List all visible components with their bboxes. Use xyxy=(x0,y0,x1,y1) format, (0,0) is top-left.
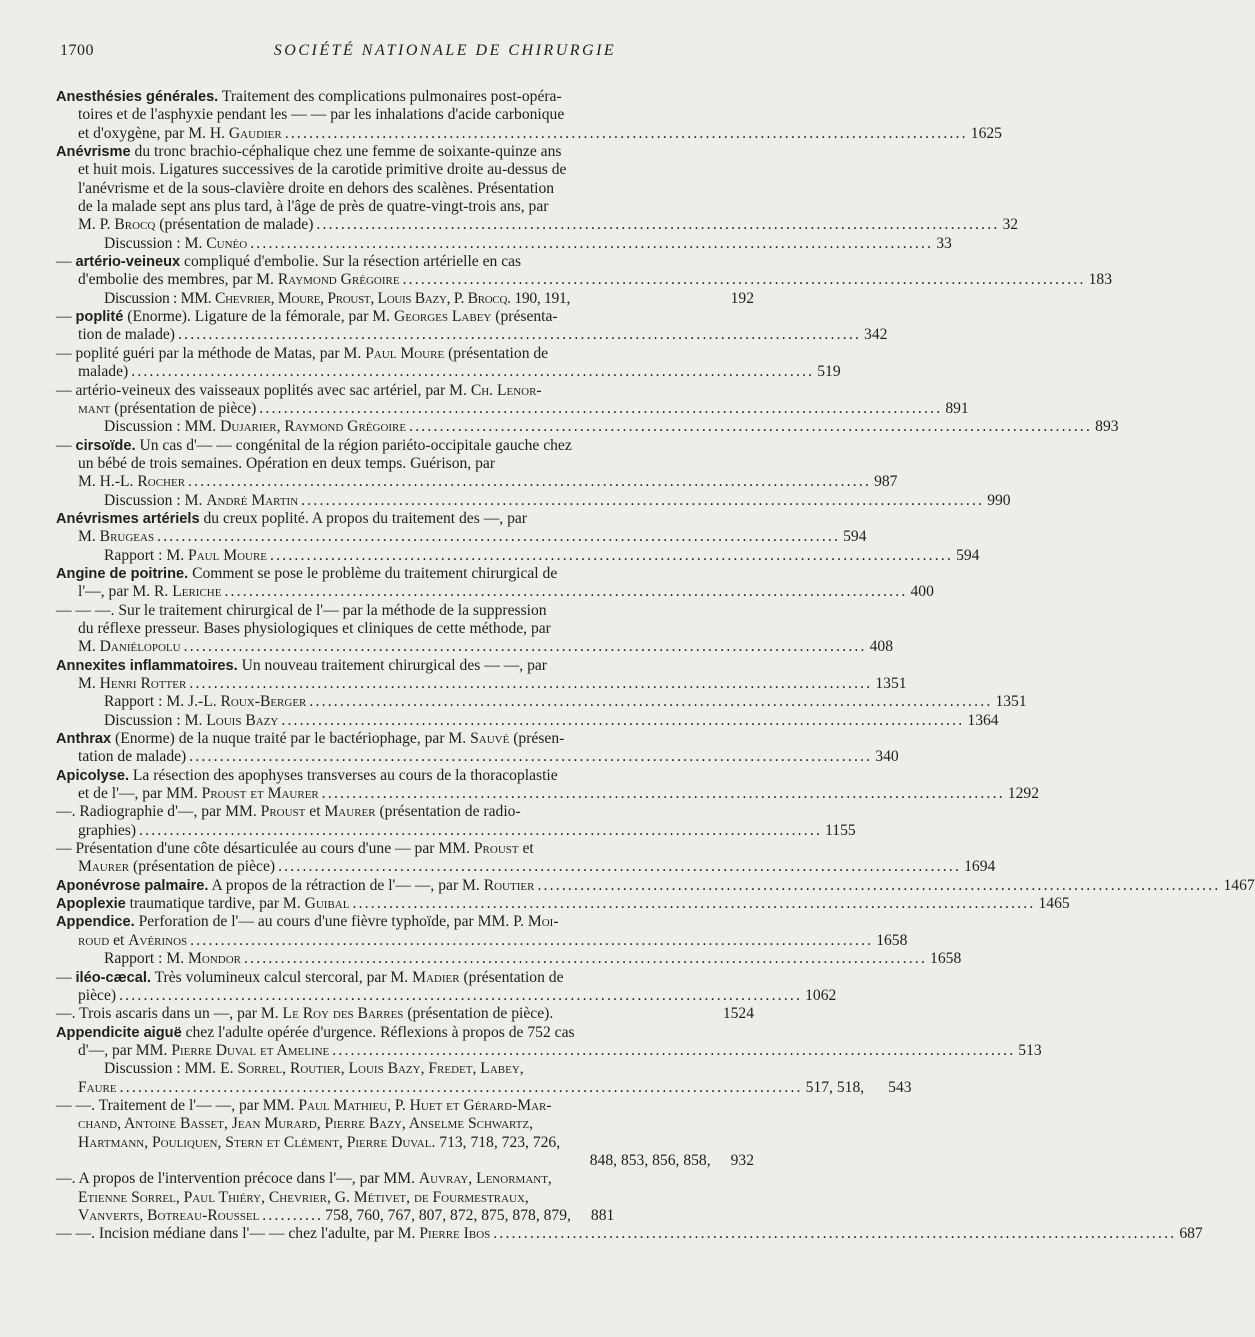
page-ref: 987 xyxy=(874,473,898,491)
index-entry: — poplité (Enorme). Ligature de la fémorale, par M. Georges Labey (présenta- tion de malade) ................................................................................................................ 342 xyxy=(56,308,888,344)
index-entry: Angine de poitrine. Comment se pose le problème du traitement chirurgical de l'—, par M. R. Leriche ................................................................................................................ 400 xyxy=(56,564,934,601)
entry-heading: Apicolyse. xyxy=(56,767,129,784)
index-entry: Anthrax (Enorme) de la nuque traité par le bactériophage, par M. Sauvé (présen- tation de malade) ................................................................................................................ 340 xyxy=(56,730,899,766)
entry-heading: artério-veineux xyxy=(75,254,181,271)
entry-heading: Annexites inflammatoires. xyxy=(56,657,238,674)
author-name: Brocq xyxy=(114,216,156,234)
index-entry: — iléo-cæcal. Très volumineux calcul stercoral, par M. Madier (présentation de pièce) ................................................................................................................ 1062 xyxy=(56,968,837,1004)
page-ref: 342 xyxy=(864,326,888,344)
index-entry: — —. Incision médiane dans l'— — chez l'adulte, par M. Pierre Ibos ................................................................................................................ 687 xyxy=(56,1225,1203,1243)
index-entry: Aponévrose palmaire. A propos de la rétraction de l'— —, par M. Routier ................................................................................................................ 1467 xyxy=(56,876,1255,894)
index-entry: Anévrismes artériels du creux poplité. A propos du traitement des —, par M. Brugeas ................................................................................................................ 594 Rapport : M. Paul Moure ................................................................................................................ 594 xyxy=(56,509,980,564)
page-ref: 687 xyxy=(1179,1225,1203,1243)
page-ref: 990 xyxy=(987,491,1011,509)
page-ref: 1364 xyxy=(967,711,999,729)
page-ref: 594 xyxy=(843,528,867,546)
index-entry: Annexites inflammatoires. Un nouveau traitement chirurgical des — —, par M. Henri Rotter ................................................................................................................ 1351 Rapport : M. J.-L. Roux-Berger ................................................................................................................ 1351 Discussion : M. Louis Bazy ................................................................................................................ 1364 xyxy=(56,656,1027,729)
index-entry: —. Radiographie d'—, par MM. Proust et Maurer (présentation de radio- graphies) ................................................................................................................ 1155 xyxy=(56,803,856,839)
page-ref: 1658 xyxy=(876,931,908,949)
page-ref: 1625 xyxy=(970,124,1002,142)
page-ref: 893 xyxy=(1095,418,1119,436)
index-entry: Appendice. Perforation de l'— au cours d'une fièvre typhoïde, par MM. P. Moi- roud et Avérinos ................................................................................................................ 1658 Rapport : M. Mondor ................................................................................................................ 1658 xyxy=(56,913,962,968)
page-ref: 408 xyxy=(869,638,894,656)
page-ref: 1062 xyxy=(805,986,837,1004)
page-number: 1700 xyxy=(60,42,94,59)
discussion-line: Discussion : MM. E. Sorrel, Routier, Louis Bazy, Fredet, Labey, xyxy=(104,1060,524,1078)
page-ref: 1351 xyxy=(995,693,1027,711)
page-ref: 192 xyxy=(730,289,754,307)
entry-heading: Anévrismes artériels xyxy=(56,510,200,527)
entry-heading: poplité xyxy=(75,309,124,326)
entry-heading: Anesthésies générales. xyxy=(56,89,219,105)
index-entry: —. Trois ascaris dans un —, par M. Le Roy des Barres (présentation de pièce). 1524 xyxy=(56,1005,754,1023)
discussion-line: Discussion : MM. Dujarier, Raymond Grégoire ................................................................................................................ 893 xyxy=(104,418,1119,436)
index-entry: —. A propos de l'intervention précoce dans l'—, par MM. Auvray, Lenormant, Etienne Sorrel, Paul Thiéry, Chevrier, G. Métivet, de Fourmestraux, Vanverts, Botreau-Roussel .......... 758, 760, 767, 807, 872, 875, 878, 879, 881 xyxy=(56,1170,615,1224)
discussion-line: Discussion : MM. Chevrier, Moure, Proust, Louis Bazy, P. Brocq. 190, 191, 192 xyxy=(104,289,754,307)
entry-heading: Aponévrose palmaire. xyxy=(56,877,209,894)
rapport-line: Rapport : M. J.-L. Roux-Berger ................................................................................................................ 1351 xyxy=(104,693,1027,711)
index-entry: Appendicite aiguë chez l'adulte opérée d'urgence. Réflexions à propos de 752 cas d'—, par MM. Pierre Duval et Ameline ................................................................................................................ 513 Discussion : MM. E. Sorrel, Routier, Louis Bazy, Fredet, Labey, Faure ................................................................................................................ 517, 518, 543 xyxy=(56,1023,1042,1096)
entry-heading: Apoplexie xyxy=(56,896,126,913)
page-ref: 32 xyxy=(1002,216,1019,234)
page-ref: 340 xyxy=(875,748,899,766)
discussion-line: Discussion : M. André Martin ................................................................................................................ 990 xyxy=(104,491,1011,509)
entry-heading: cirsoïde. xyxy=(75,437,136,454)
page-ref: 513 xyxy=(1018,1041,1042,1059)
entry-heading: Anévrisme xyxy=(56,144,131,161)
page-ref: 1694 xyxy=(964,858,996,876)
entry-heading: Appendice. xyxy=(56,914,135,931)
index-entries xyxy=(56,88,1255,1244)
discussion-line: Discussion : M. Louis Bazy ................................................................................................................ 1364 xyxy=(104,711,999,729)
index-entry: — — —. Sur le traitement chirurgical de l'— par la méthode de la suppression du réflexe presseur. Bases physiologiques et cliniques de cette méthode, par M. Daniélopolu ................................................................................................................ 408 xyxy=(56,601,894,656)
index-entry: — artério-veineux compliqué d'embolie. Sur la résection artérielle en cas d'embolie des membres, par M. Raymond Grégoire ................................................................................................................ 183 Discussion : MM. Chevrier, Moure, Proust, Louis Bazy, P. Brocq. 190, 191, 192 xyxy=(56,253,1112,307)
entry-heading: Angine de poitrine. xyxy=(56,565,189,582)
page-ref: 543 xyxy=(888,1078,912,1096)
page-ref: 1155 xyxy=(825,821,856,839)
page-ref: 932 xyxy=(730,1151,754,1169)
entry-heading: iléo-cæcal. xyxy=(75,969,151,986)
page-ref: 33 xyxy=(936,234,952,252)
rapport-line: Rapport : M. Paul Moure ................................................................................................................ 594 xyxy=(104,546,980,564)
index-entry: — Présentation d'une côte désarticulée au cours d'une — par MM. Proust et Maurer (présentation de pièce) ................................................................................................................ 1694 xyxy=(56,840,996,876)
index-entry: Anévrisme du tronc brachio-céphalique chez une femme de soixante-quinze ans et huit mois. Ligatures successives de la carotide primitive droite au-dessus de l'anévrisme et de la sous-clavière droite en dehors des scalènes. Présentation de la malade sept ans plus tard, à l'âge de près de quatre-vingt-trois ans, par M. P. Brocq (présentation de malade) ................................................................................................................ 32 Discussion : M. Cunéo ................................................................................................................ 33 xyxy=(56,143,1019,252)
page-ref: 1524 xyxy=(722,1005,754,1023)
entry-heading: Appendicite aiguë xyxy=(56,1024,182,1041)
page-ref: 1292 xyxy=(1007,785,1039,803)
page-ref: 1467 xyxy=(1223,876,1255,894)
page-ref: 519 xyxy=(817,363,841,381)
running-title: SOCIÉTÉ NATIONALE DE CHIRURGIE xyxy=(273,42,617,59)
page-ref: 400 xyxy=(910,583,934,601)
index-entry: Apicolyse. La résection des apophyses transverses au cours de la thoracoplastie et de l'—, par MM. Proust et Maurer ................................................................................................................ 1292 xyxy=(56,766,1039,803)
page-ref: 594 xyxy=(956,546,980,564)
entry-heading: Anthrax xyxy=(56,731,112,748)
page-ref: 881 xyxy=(590,1206,615,1224)
page-ref: 891 xyxy=(945,399,969,417)
index-entry: — artério-veineux des vaisseaux poplités avec sac artériel, par M. Ch. Lenor- mant (présentation de pièce) ................................................................................................................ 891 Discussion : MM. Dujarier, Raymond Grégoire ................................................................................................................ 893 xyxy=(56,381,1119,436)
index-entry: Anesthésies générales. Traitement des complications pulmonaires post-opéra- toires et de l'asphyxie pendant les — — par les inhalations d'acide carbonique et d'oxygène, par M. H. Gaudier ................................................................................................................ 1625 xyxy=(56,88,1002,142)
index-entry: — poplité guéri par la méthode de Matas, par M. Paul Moure (présentation de malade) ................................................................................................................ 519 xyxy=(56,344,841,381)
page-header xyxy=(60,42,740,66)
page-ref: 1351 xyxy=(875,675,907,692)
index-entry: Apoplexie traumatique tardive, par M. Guibal ................................................................................................................ 1465 xyxy=(56,895,1070,913)
page-ref: 183 xyxy=(1088,271,1112,289)
page-ref: 1465 xyxy=(1038,895,1070,913)
index-entry: — —. Traitement de l'— —, par MM. Paul Mathieu, P. Huet et Gérard-Mar- chand, Antoine Basset, Jean Murard, Pierre Bazy, Anselme Schwartz, Hartmann, Pouliquen, Stern et Clément, Pierre Duval. 713, 718, 723, 726, 848, 853, 856, 858, 932 xyxy=(56,1096,754,1169)
rapport-line: Rapport : M. Mondor ................................................................................................................ 1658 xyxy=(104,950,962,968)
discussion-line: Discussion : M. Cunéo ................................................................................................................ 33 xyxy=(104,234,952,252)
author-name: Gaudier xyxy=(228,124,282,142)
index-entry: — cirsoïde. Un cas d'— — congénital de la région pariéto-occipitale gauche chez un bébé de trois semaines. Opération en deux temps. Guérison, par M. H.-L. Rocher ................................................................................................................ 987 Discussion : M. André Martin ................................................................................................................ 990 xyxy=(56,436,1011,509)
page-ref: 1658 xyxy=(930,950,962,968)
